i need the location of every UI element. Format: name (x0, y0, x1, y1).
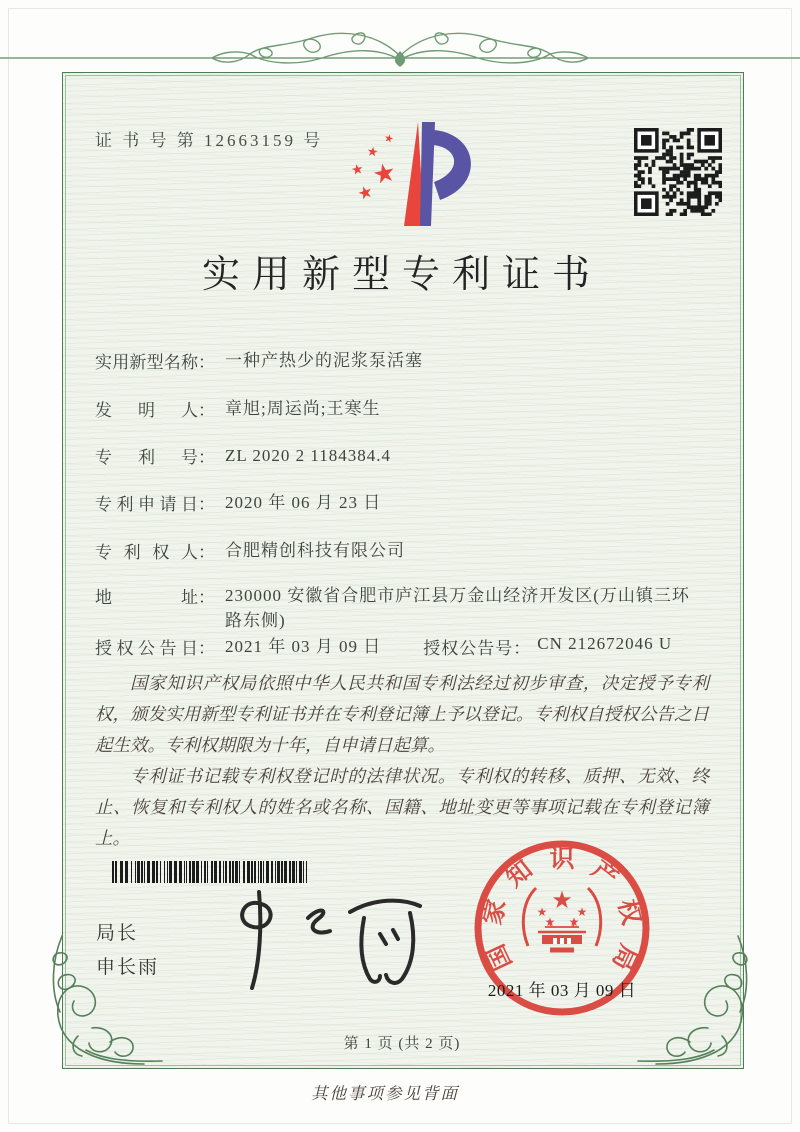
legal-paragraph-1: 国家知识产权局依照中华人民共和国专利法经过初步审查，决定授予专利权，颁发实用新型专利证书并在专利登记簿上予以登记。专利权自授权公告之日起生效。专利权期限为十年，自申请日起算。 (95, 673, 709, 755)
seal-char: 识 (549, 846, 575, 873)
field-row-filing-date (95, 490, 720, 515)
field-colon: ： (198, 543, 215, 562)
svg-text:★: ★ (576, 905, 588, 919)
svg-text:★: ★ (536, 905, 548, 919)
field-label: 地址 (95, 588, 198, 607)
field-row-inventors (95, 396, 720, 421)
seal-char: 产 (586, 855, 623, 893)
legal-text-block (95, 668, 709, 854)
seal-char: 局 (606, 939, 642, 974)
svg-text:★: ★ (365, 144, 380, 161)
field-label: 专利申请日 (95, 495, 198, 514)
svg-text:★: ★ (551, 886, 573, 914)
seal-date: 2021 年 03 月 09 日 (487, 981, 637, 1000)
seal-char: 家 (479, 896, 512, 928)
svg-text:★: ★ (382, 131, 396, 147)
grant-number-value: CN 212672046 U (537, 634, 673, 653)
field-colon: ： (198, 353, 215, 372)
page-number: 第 1 页 (共 2 页) (343, 1036, 461, 1052)
grant-number-label: 授权公告号： (423, 639, 532, 658)
svg-text:★: ★ (355, 181, 376, 206)
address-value: 230000 安徽省合肥市庐江县万金山经济开发区(万山镇三环路东侧) (225, 586, 690, 630)
svg-text:★: ★ (349, 161, 365, 180)
commissioner-signature (222, 886, 432, 996)
field-colon: ： (198, 401, 215, 420)
field-colon: ： (198, 448, 215, 467)
field-colon: ： (198, 639, 215, 658)
field-row-address (95, 583, 720, 633)
back-side-note: 其他事项参见背面 (311, 1084, 459, 1103)
field-row-patent-number (95, 443, 720, 468)
filing-date-value: 2020 年 06 月 23 日 (225, 493, 382, 512)
seal-char: 权 (612, 896, 645, 928)
svg-text:★: ★ (568, 915, 580, 929)
patent-number-value: ZL 2020 2 1184384.4 (225, 446, 392, 465)
field-label: 授权公告日 (95, 639, 198, 658)
seal-char: 国 (482, 939, 518, 974)
inventors-value: 章旭;周运尚;王寒生 (225, 399, 381, 418)
cnipa-logo-icon (330, 110, 490, 238)
svg-text:★: ★ (544, 915, 556, 929)
field-row-patentee (95, 538, 720, 563)
signer-name: 申长雨 (96, 957, 160, 978)
field-label: 实用新型名称 (95, 353, 198, 372)
field-label: 专利号 (95, 448, 198, 467)
seal-char: 知 (501, 855, 538, 893)
national-emblem-icon (523, 886, 600, 950)
svg-text:★: ★ (369, 157, 399, 192)
patentee-value: 合肥精创科技有限公司 (225, 541, 405, 560)
certificate-number: 证 书 号 第 12663159 号 (95, 131, 324, 150)
certificate-title: 实用新型专利证书 (201, 254, 602, 296)
patent-name-value: 一种产热少的泥浆泵活塞 (225, 351, 423, 370)
field-colon: ： (198, 495, 215, 514)
field-colon: ： (198, 588, 215, 607)
signer-title: 局长 (96, 923, 139, 944)
qr-code (634, 128, 722, 216)
grant-date-value: 2021 年 03 月 09 日 (225, 637, 382, 656)
barcode (112, 860, 310, 884)
field-label: 专利权人 (95, 543, 198, 562)
field-label: 发明人 (95, 401, 198, 420)
field-row-grant-date (95, 634, 720, 659)
legal-paragraph-2: 专利证书记载专利权登记时的法律状况。专利权的转移、质押、无效、终止、恢复和专利权人的姓名或名称、国籍、地址变更等事项记载在专利登记簿上。 (95, 766, 709, 848)
field-row-patent-name (95, 348, 720, 373)
